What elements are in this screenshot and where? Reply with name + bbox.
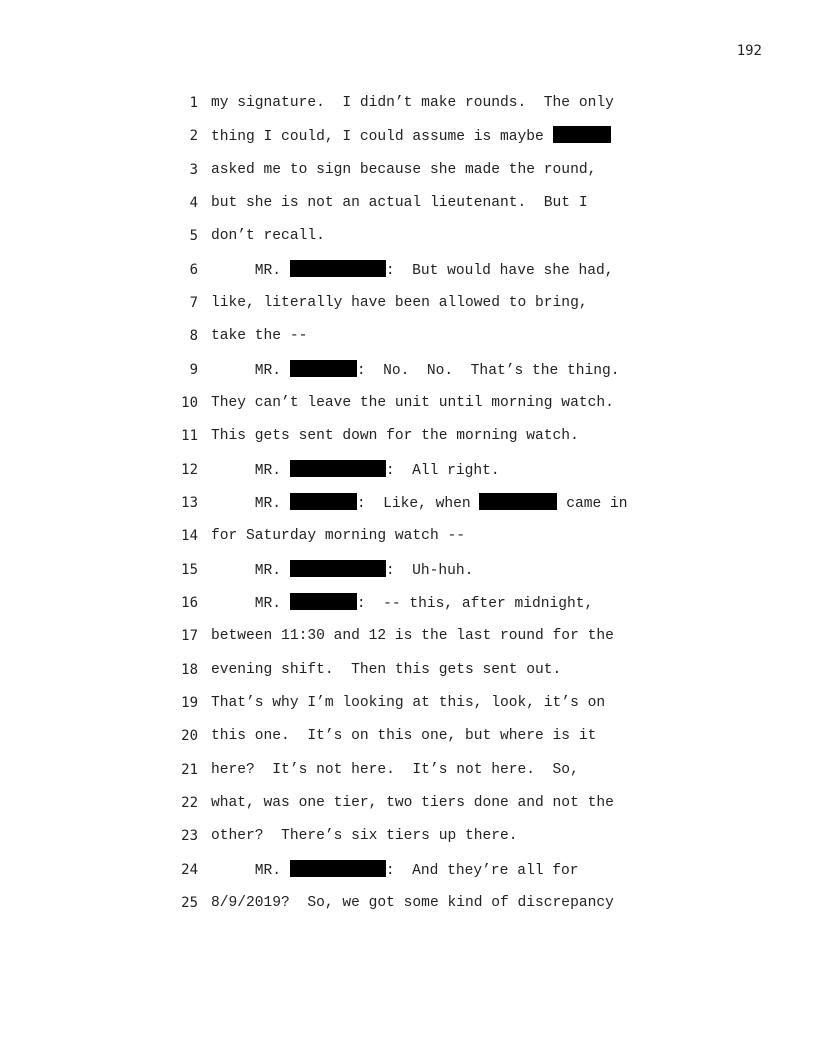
transcript-line xyxy=(0,493,816,513)
line-text: take the -- xyxy=(211,328,308,344)
redaction-box xyxy=(290,260,386,277)
transcript-line xyxy=(0,693,816,713)
redaction-box xyxy=(553,126,611,143)
redaction-box xyxy=(479,493,557,510)
transcript-line xyxy=(0,226,816,246)
line-number: 9 xyxy=(189,362,198,378)
line-text: between 11:30 and 12 is the last round for the xyxy=(211,628,614,644)
redaction-box xyxy=(290,460,386,477)
redaction-box xyxy=(290,360,357,377)
line-number: 19 xyxy=(181,695,198,711)
line-text: MR. : But would have she had, xyxy=(211,260,614,281)
transcript-line xyxy=(0,626,816,646)
transcript-line xyxy=(0,526,816,546)
line-number: 23 xyxy=(181,828,198,844)
line-number: 25 xyxy=(181,895,198,911)
transcript-line xyxy=(0,293,816,313)
transcript-line xyxy=(0,393,816,413)
line-number: 15 xyxy=(181,562,198,578)
line-text: like, literally have been allowed to bring, xyxy=(211,295,588,311)
line-text: evening shift. Then this gets sent out. xyxy=(211,662,562,678)
transcript-line xyxy=(0,793,816,813)
line-number: 16 xyxy=(181,595,198,611)
transcript-line xyxy=(0,560,816,580)
line-number: 6 xyxy=(189,262,198,278)
line-number: 20 xyxy=(181,728,198,744)
line-number: 12 xyxy=(181,462,198,478)
line-number: 1 xyxy=(189,95,198,111)
line-text: MR. : No. No. That’s the thing. xyxy=(211,360,620,381)
transcript-line xyxy=(0,593,816,613)
transcript-line xyxy=(0,260,816,280)
line-text: They can’t leave the unit until morning watch. xyxy=(211,395,614,411)
line-number: 5 xyxy=(189,228,198,244)
line-text: asked me to sign because she made the round, xyxy=(211,162,597,178)
line-number: 21 xyxy=(181,762,198,778)
transcript-line xyxy=(0,726,816,746)
line-text: my signature. I didn’t make rounds. The only xyxy=(211,95,614,111)
line-text: for Saturday morning watch -- xyxy=(211,528,465,544)
transcript-line xyxy=(0,760,816,780)
line-text: what, was one tier, two tiers done and not the xyxy=(211,795,614,811)
line-text: MR. : And they’re all for xyxy=(211,860,579,881)
line-number: 17 xyxy=(181,628,198,644)
line-number: 11 xyxy=(181,428,198,444)
transcript-line xyxy=(0,326,816,346)
transcript-line xyxy=(0,193,816,213)
line-number: 18 xyxy=(181,662,198,678)
line-number: 2 xyxy=(189,128,198,144)
transcript-line xyxy=(0,426,816,446)
line-number: 10 xyxy=(181,395,198,411)
transcript-line xyxy=(0,660,816,680)
redaction-box xyxy=(290,560,386,577)
line-text: thing I could, I could assume is maybe xyxy=(211,126,611,147)
line-text: That’s why I’m looking at this, look, it’s on xyxy=(211,695,606,711)
transcript-line xyxy=(0,160,816,180)
line-number: 24 xyxy=(181,862,198,878)
transcript-line xyxy=(0,93,816,113)
line-number: 3 xyxy=(189,162,198,178)
line-text: other? There’s six tiers up there. xyxy=(211,828,518,844)
transcript-line xyxy=(0,360,816,380)
line-text: MR. : -- this, after midnight, xyxy=(211,593,593,614)
line-number: 14 xyxy=(181,528,198,544)
redaction-box xyxy=(290,493,357,510)
line-text: MR. : Uh-huh. xyxy=(211,560,473,581)
transcript-line xyxy=(0,460,816,480)
line-text: MR. : All right. xyxy=(211,460,500,481)
line-text: but she is not an actual lieutenant. But I xyxy=(211,195,588,211)
line-number: 13 xyxy=(181,495,198,511)
line-text: This gets sent down for the morning watch. xyxy=(211,428,579,444)
redaction-box xyxy=(290,593,357,610)
redaction-box xyxy=(290,860,386,877)
line-number: 4 xyxy=(189,195,198,211)
transcript-line xyxy=(0,860,816,880)
transcript-line xyxy=(0,826,816,846)
line-number: 8 xyxy=(189,328,198,344)
line-number: 7 xyxy=(189,295,198,311)
page-number: 192 xyxy=(736,43,762,59)
line-number: 22 xyxy=(181,795,198,811)
transcript-line xyxy=(0,126,816,146)
transcript-line xyxy=(0,893,816,913)
line-text: don’t recall. xyxy=(211,228,325,244)
line-text: here? It’s not here. It’s not here. So, xyxy=(211,762,579,778)
line-text: this one. It’s on this one, but where is it xyxy=(211,728,597,744)
line-text: MR. : Like, when came in xyxy=(211,493,628,514)
line-text: 8/9/2019? So, we got some kind of discrepancy xyxy=(211,895,614,911)
